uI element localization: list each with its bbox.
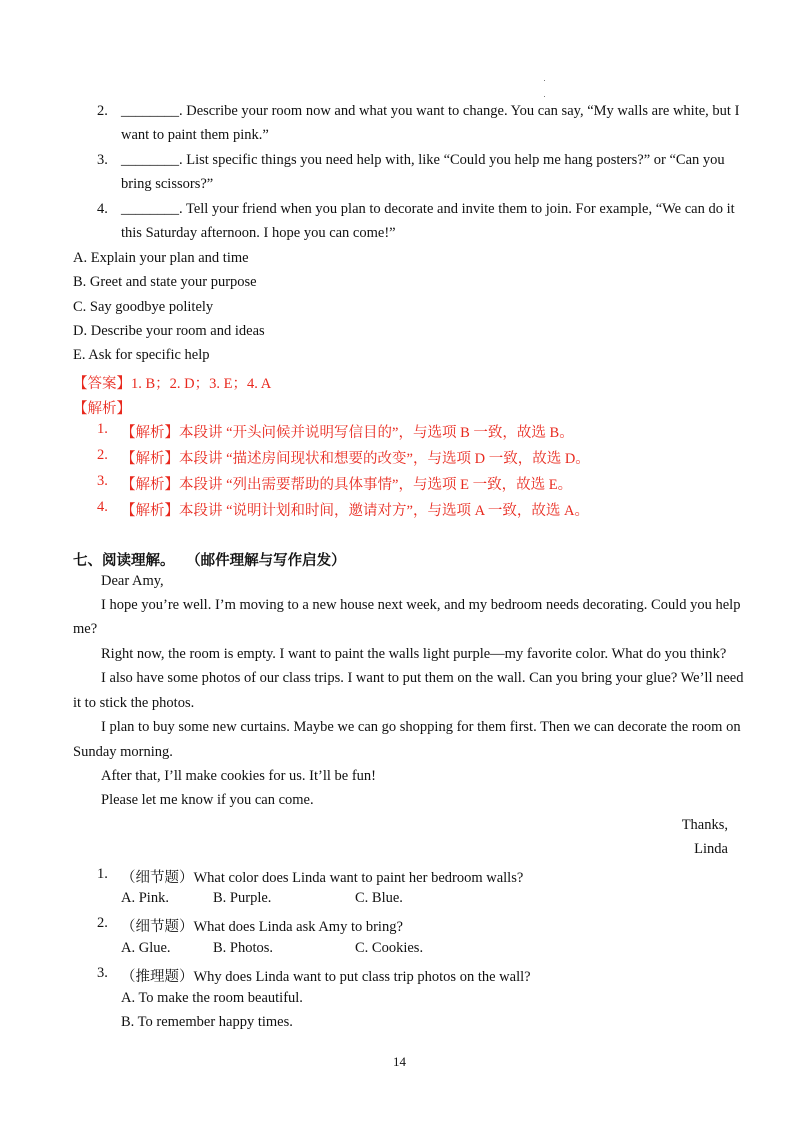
option-item: D. Describe your room and ideas [73, 323, 265, 339]
letter-paragraph: I also have some photos of our class trips. I want to put them on the wall. Can you bring your glue? We’ll need [101, 670, 744, 686]
option-item: A. Explain your plan and time [73, 250, 249, 266]
choice-item: B. Purple. [213, 890, 272, 906]
choice-item: A. To make the room beautiful. [121, 990, 303, 1006]
question-number: 4. [97, 201, 108, 217]
letter-greeting: Dear Amy, [101, 573, 164, 589]
analysis-text: 【解析】本段讲 “说明计划和时间，邀请对方”，与选项 A 一致，故选 A。 [121, 503, 590, 519]
letter-signature: Linda [694, 841, 728, 857]
question-number: 3. [97, 152, 108, 168]
question-number: 1. [97, 866, 108, 882]
question-text: want to paint them pink.” [121, 127, 269, 143]
analysis-text: 【解析】本段讲 “描述房间现状和想要的改变”，与选项 D 一致，故选 D。 [121, 451, 590, 467]
section-heading [73, 549, 346, 570]
question-text: bring scissors?” [121, 176, 214, 192]
analysis-text: 【解析】本段讲 “列出需要帮助的具体事情”，与选项 E 一致，故选 E。 [121, 477, 573, 493]
analysis-number: 1. [97, 421, 108, 437]
option-item: E. Ask for specific help [73, 347, 210, 363]
choice-item: A. Glue. [121, 940, 171, 956]
analysis-number: 2. [97, 447, 108, 463]
question-text: ________. Describe your room now and what you want to change. You can say, “My walls are white, but I [121, 103, 740, 119]
letter-paragraph: I plan to buy some new curtains. Maybe we can go shopping for them first. Then we can decorate the room on [101, 719, 741, 735]
letter-paragraph: I hope you’re well. I’m moving to a new house next week, and my bedroom needs decorating. Could you help [101, 597, 741, 613]
letter-paragraph: Please let me know if you can come. [101, 792, 314, 808]
question-text: （推理题）Why does Linda want to put class trip photos on the wall? [121, 969, 531, 985]
answer-label: 【答案】 [73, 376, 131, 392]
scan-speck [544, 96, 545, 97]
page-number-clip [0, 1054, 800, 1069]
section-subtitle: （邮件理解与写作启发） [186, 553, 346, 569]
question-text: ________. List specific things you need help with, like “Could you help me hang posters?” or “Can you [121, 152, 725, 168]
option-item: C. Say goodbye politely [73, 299, 214, 315]
question-number: 3. [97, 965, 108, 981]
scan-speck [544, 80, 545, 81]
choice-item: C. Blue. [355, 890, 403, 906]
option-item: B. Greet and state your purpose [73, 274, 257, 290]
letter-paragraph: me? [73, 621, 98, 637]
choice-item: A. Pink. [121, 890, 169, 906]
question-number: 2. [97, 915, 108, 931]
letter-paragraph: it to stick the photos. [73, 695, 195, 711]
letter-paragraph: After that, I’ll make cookies for us. It’ll be fun! [101, 768, 377, 784]
choice-item: B. To remember happy times. [121, 1014, 293, 1030]
analysis-number: 3. [97, 473, 108, 489]
question-text: （细节题）What color does Linda want to paint her bedroom walls? [121, 870, 524, 886]
answer-text: 1. B；2. D；3. E；4. A [131, 376, 272, 392]
analysis-number: 4. [97, 499, 108, 515]
question-text: （细节题）What does Linda ask Amy to bring? [121, 919, 403, 935]
choice-item: C. Cookies. [355, 940, 424, 956]
question-text: ________. Tell your friend when you plan to decorate and invite them to join. For example, “We can do it [121, 201, 735, 217]
letter-closing: Thanks, [681, 817, 728, 833]
page-number: 14 [393, 1054, 406, 1069]
letter-paragraph: Sunday morning. [73, 744, 173, 760]
analysis-text: 【解析】本段讲 “开头问候并说明写信目的”，与选项 B 一致，故选 B。 [121, 425, 574, 441]
analysis-label: 【解析】 [73, 401, 131, 417]
letter-paragraph: Right now, the room is empty. I want to paint the walls light purple—my favorite color. What do you think? [101, 646, 727, 662]
choice-item: B. Photos. [213, 940, 274, 956]
question-text: this Saturday afternoon. I hope you can come!” [121, 225, 396, 241]
answer-line [73, 372, 271, 393]
section-title: 七、阅读理解。 [73, 553, 175, 569]
question-number: 2. [97, 103, 108, 119]
